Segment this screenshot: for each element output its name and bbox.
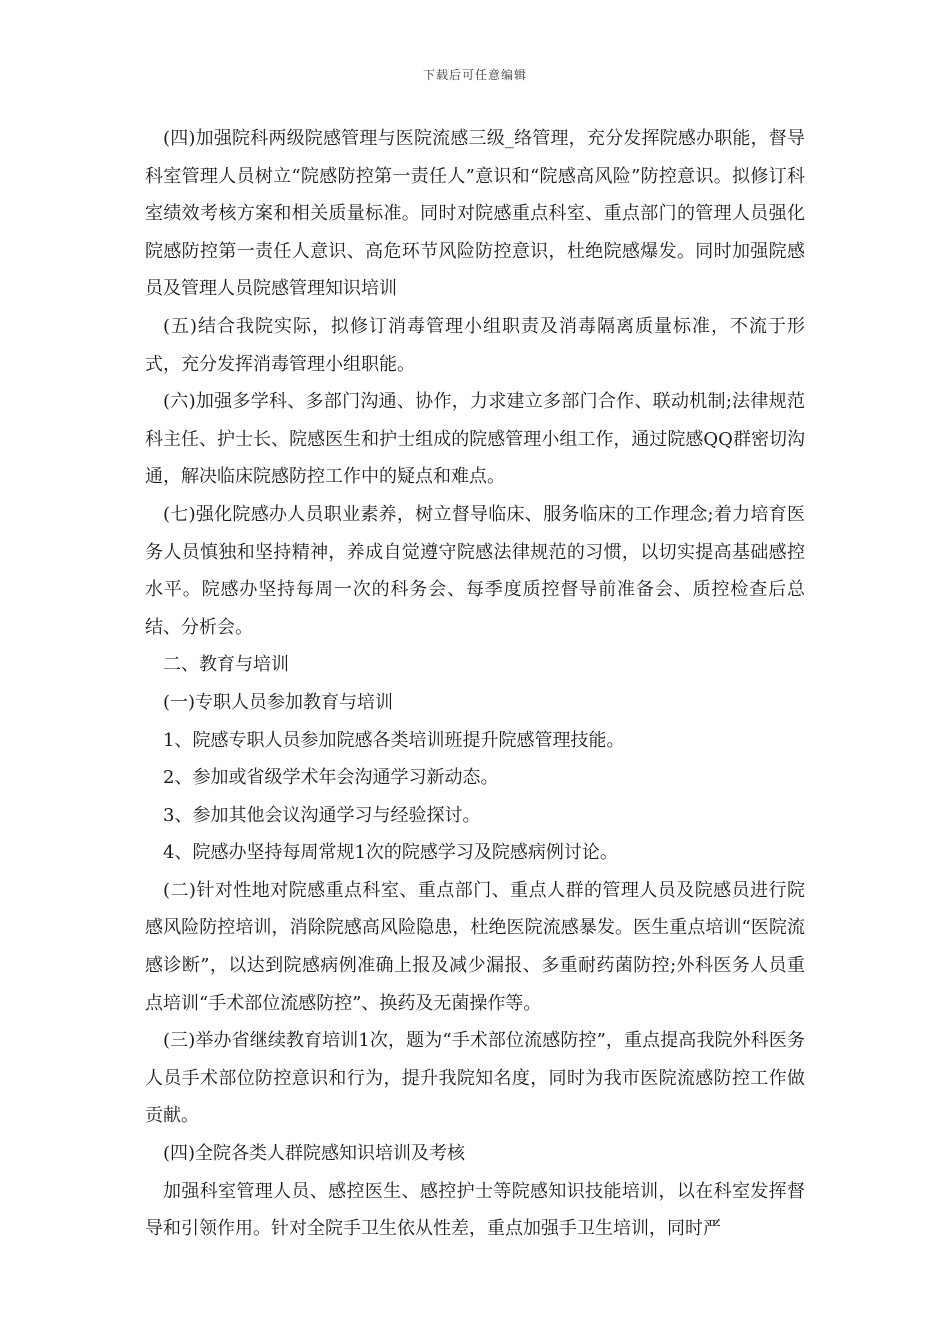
document-body [145, 120, 805, 1248]
paragraph-5: (二)针对性地对院感重点科室、重点部门、重点人群的管理人员及院感员进行院感风险防控培训，消除院感高风险隐患，杜绝医院流感暴发。医生重点培训“医院流感诊断”，以达到院感病例准确上报及减少漏报、多重耐药菌防控;外科医务人员重点培训“手术部位流感防控”、换药及无菌操作等。 [145, 879, 805, 1014]
list-item-3: 3、参加其他会议沟通学习与经验探讨。 [163, 804, 481, 826]
subsection-heading-1: (一)专职人员参加教育与培训 [163, 691, 394, 713]
paragraph-6: (三)举办省继续教育培训1次，题为“手术部位流感防控”，重点提高我院外科医务人员手术部位防控意识和行为，提升我院知名度，同时为我市医院流感防控工作做贡献。 [145, 1030, 805, 1127]
paragraph-7: 加强科室管理人员、感控医生、感控护士等院感知识技能培训，以在科室发挥督导和引领作用。针对全院手卫生依从性差，重点加强手卫生培训，同时严 [145, 1180, 805, 1240]
subsection-heading-4: (四)全院各类人群院感知识培训及考核 [163, 1143, 466, 1165]
paragraph-3: (六)加强多学科、多部门沟通、协作，力求建立多部门合作、联动机制;法律规范科主任、护士长、院感医生和护士组成的院感管理小组工作，通过院感QQ群密切沟通，解决临床院感防控工作中的疑点和难点。 [145, 391, 805, 488]
paragraph-4: (七)强化院感办人员职业素养，树立督导临床、服务临床的工作理念;着力培育医务人员慎独和坚持精神，养成自觉遵守院感法律规范的习惯，以切实提高基础感控水平。院感办坚持每周一次的科务会、每季度质控督导前准备会、质控检查后总结、分析会。 [145, 503, 805, 638]
list-item-1: 1、院感专职人员参加院感各类培训班提升院感管理技能。 [163, 729, 625, 751]
paragraph-1: (四)加强院科两级院感管理与医院流感三级_络管理，充分发挥院感办职能，督导科室管理人员树立“院感防控第一责任人”意识和“院感高风险”防控意识。拟修订科室绩效考核方案和相关质量标准。同时对院感重点科室、重点部门的管理人员强化院感防控第一责任人意识、高危环节风险防控意识，杜绝院感爆发。同时加强院感员及管理人员院感管理知识培训 [145, 128, 805, 300]
page-header-note: 下载后可任意编辑 [422, 68, 527, 82]
list-item-4: 4、院感办坚持每周常规1次的院感学习及院感病例讨论。 [163, 842, 618, 864]
section-heading-education: 二、教育与培训 [163, 654, 289, 676]
paragraph-2: (五)结合我院实际，拟修订消毒管理小组职责及消毒隔离质量标准，不流于形式，充分发挥消毒管理小组职能。 [145, 315, 805, 375]
list-item-2: 2、参加或省级学术年会沟通学习新动态。 [163, 767, 499, 789]
